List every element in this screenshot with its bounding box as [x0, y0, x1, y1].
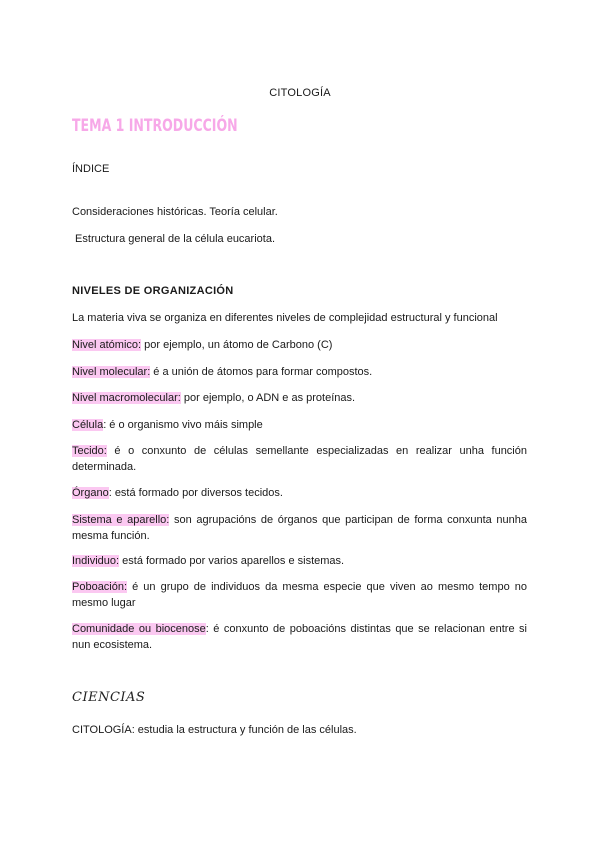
level-term: Tecido:	[72, 445, 107, 457]
level-term: Órgano	[72, 487, 109, 499]
document-top-title: CITOLOGÍA	[269, 87, 331, 99]
level-description: : é o organismo vivo máis simple	[103, 419, 263, 431]
level-individuo	[72, 553, 527, 569]
level-term: Sistema e aparello:	[72, 514, 170, 526]
niveles-intro: La materia viva se organiza en diferentes niveles de complejidad estructural y funcional	[72, 312, 498, 324]
level-atomico	[72, 337, 527, 353]
level-description: son agrupacións de órganos que participan de forma conxunta nunha mesma función.	[72, 514, 527, 542]
level-macromolecular	[72, 390, 527, 406]
level-description: : é conxunto de poboacións distintas que se relacionan entre si nun ecosistema.	[72, 623, 527, 651]
level-molecular	[72, 364, 527, 380]
ciencias-heading: CIENCIAS	[72, 690, 146, 705]
level-term: Poboación:	[72, 581, 128, 593]
level-sistema	[72, 512, 527, 544]
level-organo	[72, 485, 527, 501]
citologia-definition: CITOLOGÍA: estudia la estructura y función de las células.	[72, 724, 357, 736]
level-term: Nivel atómico:	[72, 339, 142, 351]
level-poboacion	[72, 579, 527, 611]
level-term: Célula	[72, 419, 104, 431]
tema-title: TEMA 1 INTRODUCCIÓN	[72, 116, 238, 136]
level-tecido	[72, 443, 527, 475]
level-description: por ejemplo, o ADN e as proteínas.	[180, 392, 356, 404]
level-term: Nivel macromolecular:	[72, 392, 181, 404]
level-term: Nivel molecular:	[72, 366, 151, 378]
level-description: é a unión de átomos para formar compostos.	[150, 366, 373, 378]
indice-item-2: Estructura general de la célula eucariota.	[72, 233, 276, 245]
level-comunidade	[72, 621, 527, 653]
level-description: é o conxunto de células semellante especializadas en realizar unha función determinada.	[72, 445, 527, 473]
indice-heading: ÍNDICE	[72, 163, 110, 175]
level-description: está formado por varios aparellos e sistemas.	[119, 555, 345, 567]
level-celula	[72, 417, 527, 433]
level-term: Individuo:	[72, 555, 120, 567]
indice-item-1: Consideraciones históricas. Teoría celular.	[72, 206, 278, 218]
level-description: : está formado por diversos tecidos.	[108, 487, 283, 499]
niveles-heading: NIVELES DE ORGANIZACIÓN	[72, 285, 234, 297]
level-term: Comunidade ou biocenose	[72, 623, 206, 635]
level-description: é un grupo de individuos da mesma especie que viven ao mesmo tempo no mesmo lugar	[72, 581, 527, 609]
level-description: por ejemplo, un átomo de Carbono (C)	[141, 339, 333, 351]
